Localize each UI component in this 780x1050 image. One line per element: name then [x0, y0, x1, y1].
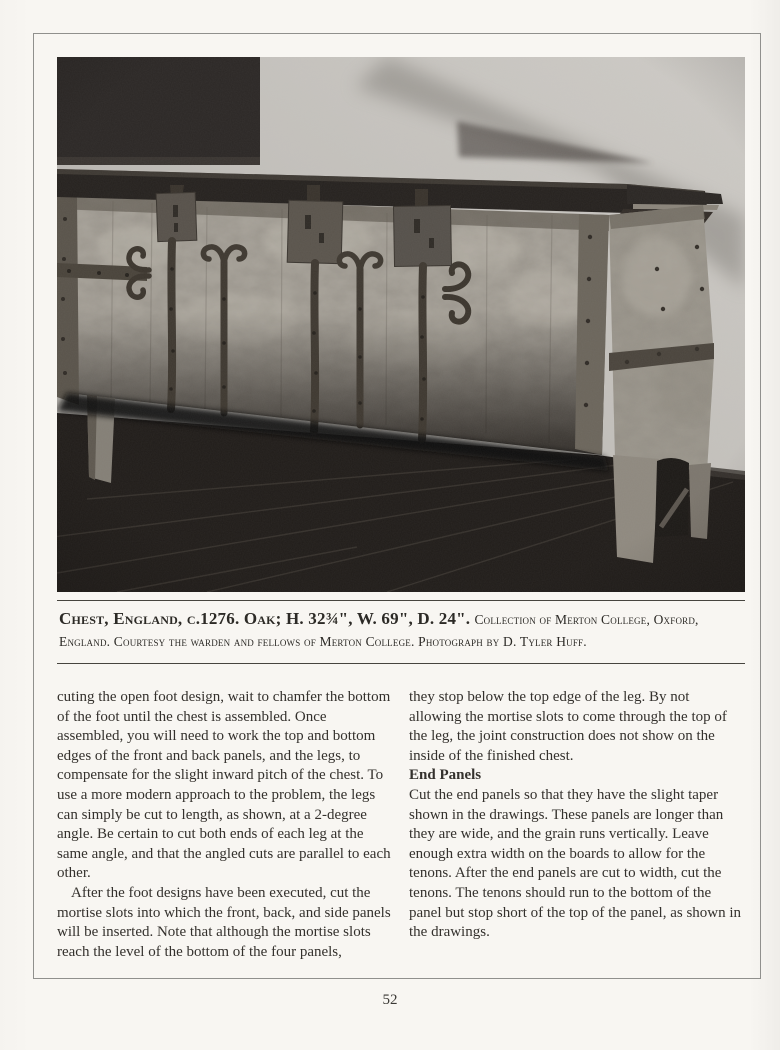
- chest-photograph: [57, 57, 745, 592]
- right-paragraph-2: Cut the end panels so that they have the slight taper shown in the drawings. These panels are longer than they are wide, and the grain runs vertically. Leave enough extra width on the boards to allow for the tenons. After the end panels are cut to width, cut the tenons. The tenons should run to the bottom of the panel but stop short of the top of the panel, as shown in the drawings.: [409, 786, 742, 941]
- caption-title: Chest, England, c.1276. Oak; H. 32¾", W. 69", D. 24".: [59, 609, 471, 628]
- right-column: [409, 688, 745, 962]
- body-text: [57, 688, 745, 962]
- page-number: 52: [382, 992, 398, 1008]
- left-paragraph-2: After the foot designs have been executed, cut the mortise slots into which the front, back, and side panels will be inserted. Note that although the mortise slots reach the level of the bottom of the four panels,: [57, 884, 391, 960]
- chest-photo-svg: [57, 57, 745, 592]
- photo-caption: [57, 600, 745, 664]
- caption-credit: Collection of Merton College, Oxford, England. Courtesy the warden and fellows of Merton College. Photograph by D. Tyler Huff.: [59, 612, 699, 649]
- section-heading-end-panels: End Panels: [409, 767, 482, 784]
- left-column: [57, 688, 393, 962]
- left-paragraph-1: cuting the open foot design, wait to chamfer the bottom of the foot until the chest is assembled. Once assembled, you will need to work the top and bottom edges of the front and back panels, and the legs, to compensate for the slight inward pitch of the chest. To use a more modern approach to the problem, the legs can simply be cut to length, as shown, at a 2-degree angle. Be certain to cut both ends of each leg at the same angle, and that the angled cuts are parallel to each other.: [57, 689, 391, 882]
- vignette-overlay: [57, 57, 745, 592]
- right-paragraph-1: they stop below the top edge of the leg. By not allowing the mortise slots to come through the top of the leg, the joint construction does not show on the inside of the finished chest.: [409, 689, 727, 764]
